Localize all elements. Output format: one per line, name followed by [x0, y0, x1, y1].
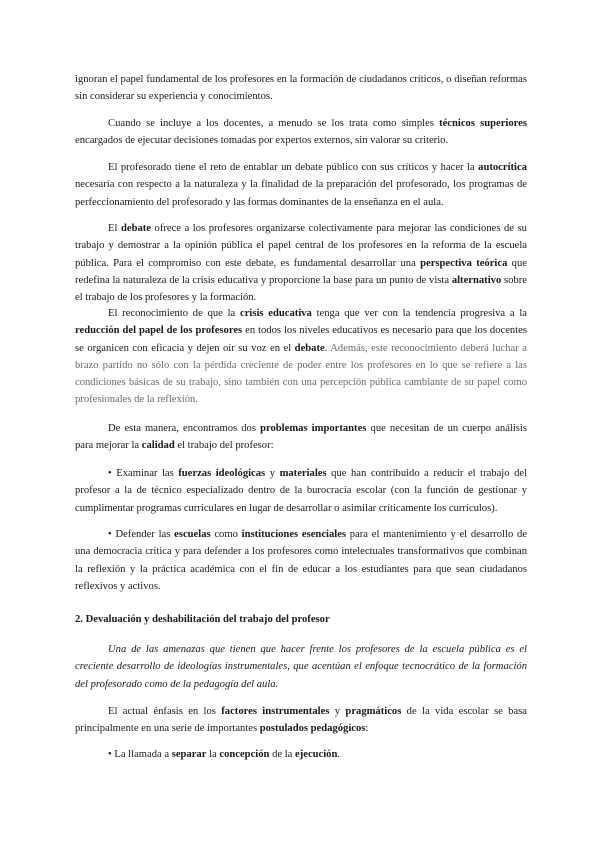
bullet-separate-conception — [75, 746, 527, 763]
text-run: encargados de ejecutar decisiones tomadas por expertos externos, sin valorar su criterio. — [75, 135, 449, 147]
text-run: El actual énfasis en los — [108, 706, 222, 717]
text-run: la — [206, 749, 220, 760]
text-run: para el mantenimiento y el desarrollo de una democracia crítica y para defender a los profesores como intelectuales transformativos que combinan la reflexión y la práctica académica con el fin de educar a los estudiantes para que sean ciudadanos reflexivos y activos. — [75, 529, 527, 592]
paragraph-self-criticism — [75, 159, 527, 211]
bold-term: materiales — [279, 468, 327, 479]
text-run: y — [329, 706, 346, 717]
paragraph-instrumental-ideologies — [75, 641, 527, 693]
text-run: de la — [269, 749, 296, 760]
bold-term: debate — [120, 223, 151, 234]
text-run: ignoran el papel fundamental de los profesores en la formación de ciudadanos críticos, o diseñan reformas sin considerar su experiencia y conocimientos. — [75, 74, 527, 103]
bold-term: crisis educativa — [240, 308, 312, 319]
paragraph-two-problems — [75, 420, 527, 455]
text-run: sobre el trabajo de los profesores y la formación. — [75, 274, 527, 304]
text-run: y — [265, 468, 280, 479]
text-run: El profesorado tiene el reto de entablar un debate público con sus críticos y hacer la — [108, 162, 479, 173]
bullet-ideological-forces — [75, 465, 527, 517]
bold-term: separar — [171, 749, 207, 760]
text-run: . — [337, 749, 341, 760]
paragraph-recognition — [75, 305, 527, 409]
bold-term: postulados pedagógicos — [259, 723, 366, 735]
text-run: • Examinar las — [108, 468, 179, 479]
text-run: El reconocimiento de que la — [108, 308, 241, 319]
paragraph-intro-continuation — [75, 71, 527, 106]
text-run: en todos los niveles educativos es necesario para que los docentes se organicen con eficacia y dejen oír su voz en el — [75, 325, 527, 354]
text-run: necesaria con respecto a la naturaleza y la finalidad de la preparación del profesorado, los programas de perfeccionamiento del profesorado y las formas dominantes de la enseñanza en el aula. — [75, 179, 527, 208]
bold-term: pragmáticos — [345, 706, 402, 717]
bold-term: problemas importantes — [260, 423, 367, 434]
text-run: que necesitan de un cuerpo análisis para mejorar la — [75, 423, 527, 452]
text-run: de la vida escolar se basa principalmente en una serie de importantes — [75, 706, 527, 735]
text-run: que han contribuido a reducir el trabajo del profesor a la de técnico especializado dentro de la burocracia escolar (con la función de gestionar y cumplimentar programas curriculares en lugar de desarrollar o asimilar críticamente los currículos). — [75, 468, 528, 514]
section-heading — [75, 611, 527, 628]
bold-term: concepción — [219, 749, 270, 760]
grey-text-run: Además, este reconocimiento deberá luchar a brazo partido no sólo con la pérdida creciente de poder entre los profesores en lo que se refiere a las condiciones básicas de su trabajo, sino también con una percepción pública cambiante de su papel como profesionales de la reflexión. — [75, 342, 527, 406]
bold-term: instituciones esenciales — [241, 529, 347, 540]
text-run: Una de las amenazas que tienen que hacer frente los profesores de la escuela pública es el creciente desarrollo de ideologías instrumentales, que acentúan el enfoque tecnocrático de la formación del profesorado como de la pedagogía del aula. — [75, 644, 527, 690]
text-run: • La llamada a — [108, 749, 172, 760]
paragraph-debate — [75, 220, 527, 306]
bold-term: perspectiva teórica — [420, 257, 508, 269]
bold-term: calidad — [141, 440, 175, 452]
paragraph-technicians — [75, 115, 527, 150]
text-run: ofrece a los profesores organizarse colectivamente para mejorar las condiciones de su trabajo y demostrar a la opinión pública el papel central de los profesores en la reforma de la escuela pública. Para el compromiso con este debate, es fundamental desarrollar una — [75, 223, 527, 269]
bold-term: escuelas — [174, 529, 211, 540]
bold-term: factores instrumentales — [221, 706, 330, 717]
heading-text: 2. Devaluación y deshabilitación del trabajo del profesor — [75, 614, 330, 625]
bullet-defend-schools — [75, 526, 527, 595]
paragraph-pedagogical-postulates — [75, 703, 527, 738]
text-run: el trabajo del profesor: — [174, 440, 274, 452]
text-run: tenga que ver con la tendencia progresiva a la — [311, 308, 527, 319]
text-run: • Defender las — [108, 529, 175, 540]
bold-term: reducción del papel de los profesores — [75, 325, 243, 337]
bold-term: ejecución — [295, 749, 338, 760]
text-run: que redefina la naturaleza de la crisis educativa y proporcione la base para un punto de vista — [75, 257, 527, 286]
text-run: . — [324, 342, 331, 354]
text-run: Cuando se incluye a los docentes, a menudo se los trata como simples — [108, 118, 440, 129]
text-run: : — [365, 723, 369, 735]
bold-term: autocrítica — [478, 162, 527, 173]
text-run: De esta manera, encontramos dos — [108, 423, 261, 434]
bold-term: debate — [294, 342, 325, 354]
text-run: como — [210, 529, 242, 540]
bold-term: alternativo — [451, 274, 502, 286]
bold-term: fuerzas ideológicas — [178, 468, 266, 479]
bold-term: técnicos superiores — [439, 118, 527, 129]
text-run: El — [108, 223, 121, 234]
